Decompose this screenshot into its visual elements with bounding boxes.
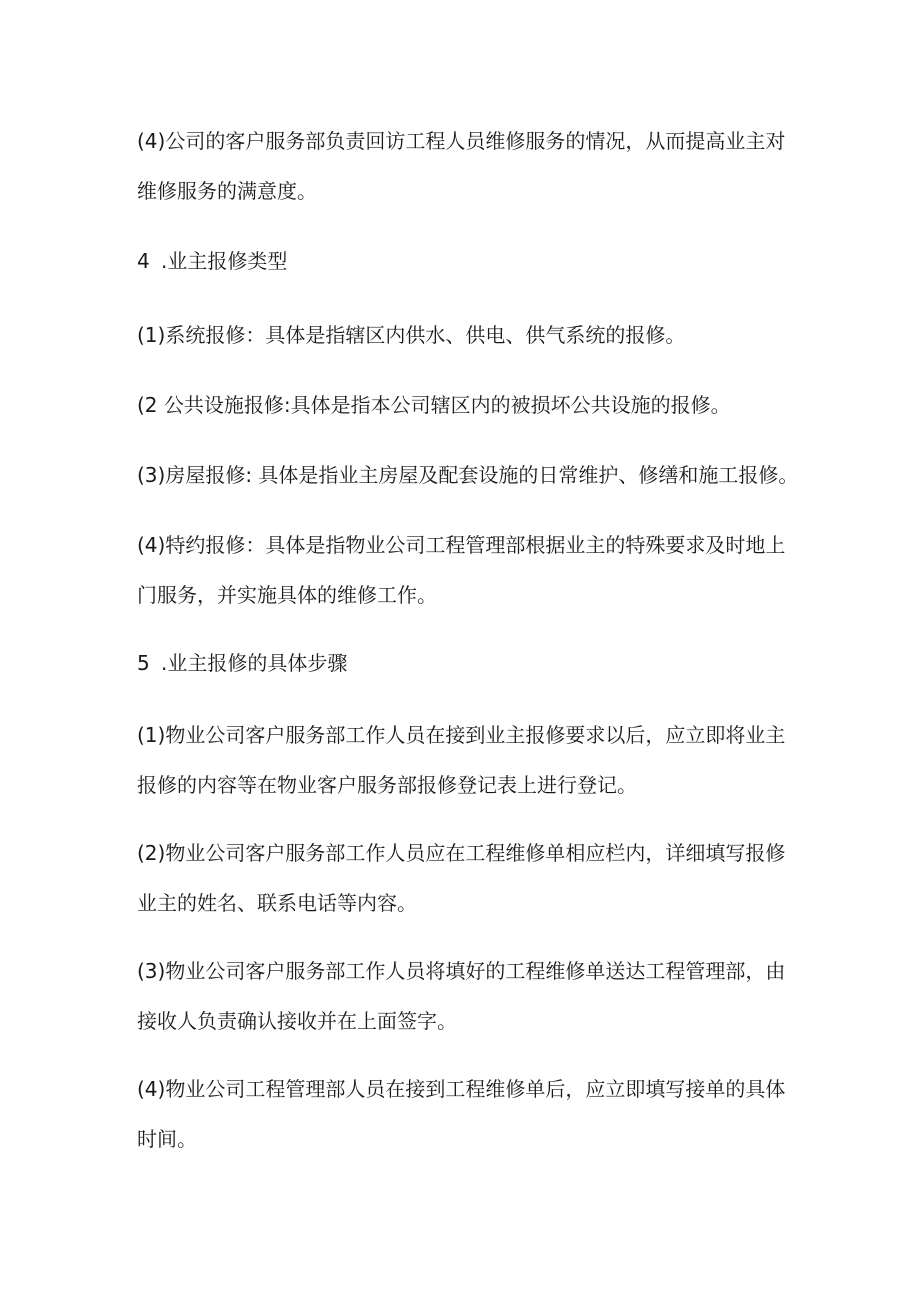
text-line: (2)物业公司客户服务部工作人员应在工程维修单相应栏内，详细填写报修 — [137, 841, 786, 865]
text-line: 报修的内容等在物业客户服务部报修登记表上进行登记。 — [137, 773, 637, 797]
text-line: (4)公司的客户服务部负责回访工程人员维修服务的情况，从而提高业主对 — [137, 129, 786, 153]
paragraph-visit-followup — [137, 116, 792, 216]
paragraph-public-facility-repair — [137, 380, 792, 430]
text-line: 业主的姓名、联系电话等内容。 — [137, 891, 417, 915]
text-line: 接收人负责确认接收并在上面签字。 — [137, 1009, 457, 1033]
text-line: (1)系统报修：具体是指辖区内供水、供电、供气系统的报修。 — [137, 323, 686, 347]
section-heading-repair-types — [137, 236, 287, 286]
paragraph-step-4 — [137, 1064, 792, 1164]
section-heading-repair-steps — [137, 638, 347, 688]
paragraph-step-2 — [137, 828, 792, 928]
text-line: 时间。 — [137, 1127, 197, 1151]
paragraph-house-repair — [137, 450, 799, 500]
paragraph-step-3 — [137, 946, 792, 1046]
text-line: (2 公共设施报修:具体是指本公司辖区内的被损坏公共设施的报修。 — [137, 393, 731, 417]
section-title: .业主报修的具体步骤 — [161, 651, 348, 675]
text-line: 门服务，并实施具体的维修工作。 — [137, 583, 437, 607]
paragraph-special-repair — [137, 520, 792, 620]
text-line: (4)特约报修：具体是指物业公司工程管理部根据业主的特殊要求及时地上 — [137, 533, 786, 557]
paragraph-step-1 — [137, 710, 792, 810]
section-number: 4 — [137, 249, 150, 273]
text-line: (3)物业公司客户服务部工作人员将填好的工程维修单送达工程管理部，由 — [137, 959, 786, 983]
paragraph-system-repair — [137, 310, 792, 360]
section-number: 5 — [137, 651, 150, 675]
text-line: (1)物业公司客户服务部工作人员在接到业主报修要求以后，应立即将业主 — [137, 723, 786, 747]
text-line: 维修服务的满意度。 — [137, 179, 317, 203]
section-title: .业主报修类型 — [161, 249, 288, 273]
text-line: (4)物业公司工程管理部人员在接到工程维修单后，应立即填写接单的具体 — [137, 1077, 786, 1101]
text-line: (3)房屋报修: 具体是指业主房屋及配套设施的日常维护、修缮和施工报修。 — [137, 463, 799, 487]
